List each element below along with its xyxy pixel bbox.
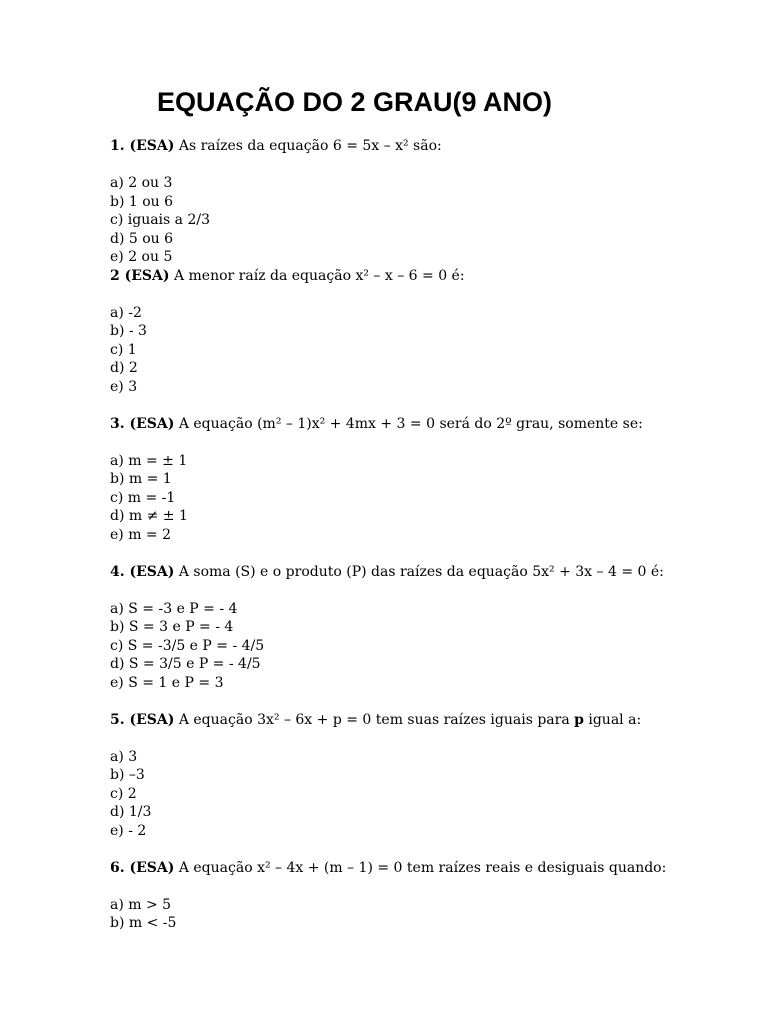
question-1 <box>110 137 750 267</box>
answer-option: e) m = 2 <box>110 526 172 543</box>
question-1-text <box>110 137 750 156</box>
question-4-text <box>110 563 750 582</box>
question-5-text <box>110 711 750 730</box>
question-statement: A equação x² – 4x + (m – 1) = 0 tem raízes reais e desiguais quando: <box>174 859 667 876</box>
answer-option: b) –3 <box>110 767 145 783</box>
question-5 <box>110 711 750 841</box>
question-statement: A menor raíz da equação x² – x – 6 = 0 é: <box>169 267 465 284</box>
question-statement-end: igual a: <box>583 711 642 728</box>
question-2 <box>110 267 750 397</box>
answer-option: e) 3 <box>110 378 138 395</box>
answer-option: d) 1/3 <box>110 804 152 820</box>
question-2-options <box>110 304 750 397</box>
question-statement: A equação (m² – 1)x² + 4mx + 3 = 0 será do 2º grau, somente se: <box>174 415 643 432</box>
answer-option: d) m ≠ ± 1 <box>110 508 188 524</box>
answer-option: a) S = -3 e P = - 4 <box>110 600 238 617</box>
question-number: 3. (ESA) <box>110 415 175 432</box>
question-1-options <box>110 174 750 267</box>
question-statement: A equação 3x² – 6x + p = 0 tem suas raízes iguais para <box>174 711 575 728</box>
answer-option: d) 2 <box>110 360 138 376</box>
answer-option: c) S = -3/5 e P = - 4/5 <box>110 637 265 654</box>
answer-option: b) m = 1 <box>110 471 172 487</box>
question-4-options <box>110 600 750 693</box>
answer-option: b) S = 3 e P = - 4 <box>110 619 234 635</box>
question-4 <box>110 563 750 693</box>
question-statement: As raízes da equação 6 = 5x – x² são: <box>174 138 442 154</box>
question-list <box>110 137 750 933</box>
answer-option: a) -2 <box>110 304 142 321</box>
answer-option: b) - 3 <box>110 323 147 339</box>
answer-option: b) 1 ou 6 <box>110 193 174 210</box>
answer-option: a) m = ± 1 <box>110 452 188 469</box>
answer-option: d) 5 ou 6 <box>110 230 174 247</box>
question-number: 1. (ESA) <box>110 138 175 154</box>
question-6 <box>110 859 750 933</box>
question-variable: p <box>574 711 584 728</box>
question-number: 5. (ESA) <box>110 711 175 728</box>
answer-option: a) 3 <box>110 748 138 765</box>
page-title: EQUAÇÃO DO 2 GRAU(9 ANO) <box>157 87 553 117</box>
question-statement: A soma (S) e o produto (P) das raízes da equação 5x² + 3x – 4 = 0 é: <box>174 563 664 580</box>
answer-option: c) 1 <box>110 341 137 358</box>
answer-option: e) S = 1 e P = 3 <box>110 674 224 691</box>
answer-option: d) S = 3/5 e P = - 4/5 <box>110 656 261 672</box>
answer-option: a) 2 ou 3 <box>110 175 173 191</box>
question-3 <box>110 415 750 545</box>
answer-option: c) 2 <box>110 785 137 802</box>
question-3-options <box>110 452 750 545</box>
question-3-text <box>110 415 750 434</box>
answer-option: c) iguais a 2/3 <box>110 212 210 228</box>
answer-option: b) m < -5 <box>110 915 177 931</box>
answer-option: e) 2 ou 5 <box>110 249 173 265</box>
question-5-options <box>110 748 750 841</box>
question-6-text <box>110 859 750 878</box>
answer-option: a) m > 5 <box>110 896 172 913</box>
question-6-options <box>110 896 750 933</box>
answer-option: c) m = -1 <box>110 489 176 506</box>
question-number: 2 (ESA) <box>110 267 170 284</box>
question-number: 6. (ESA) <box>110 859 175 876</box>
question-2-text <box>110 267 750 286</box>
answer-option: e) - 2 <box>110 822 147 839</box>
question-number: 4. (ESA) <box>110 563 175 580</box>
